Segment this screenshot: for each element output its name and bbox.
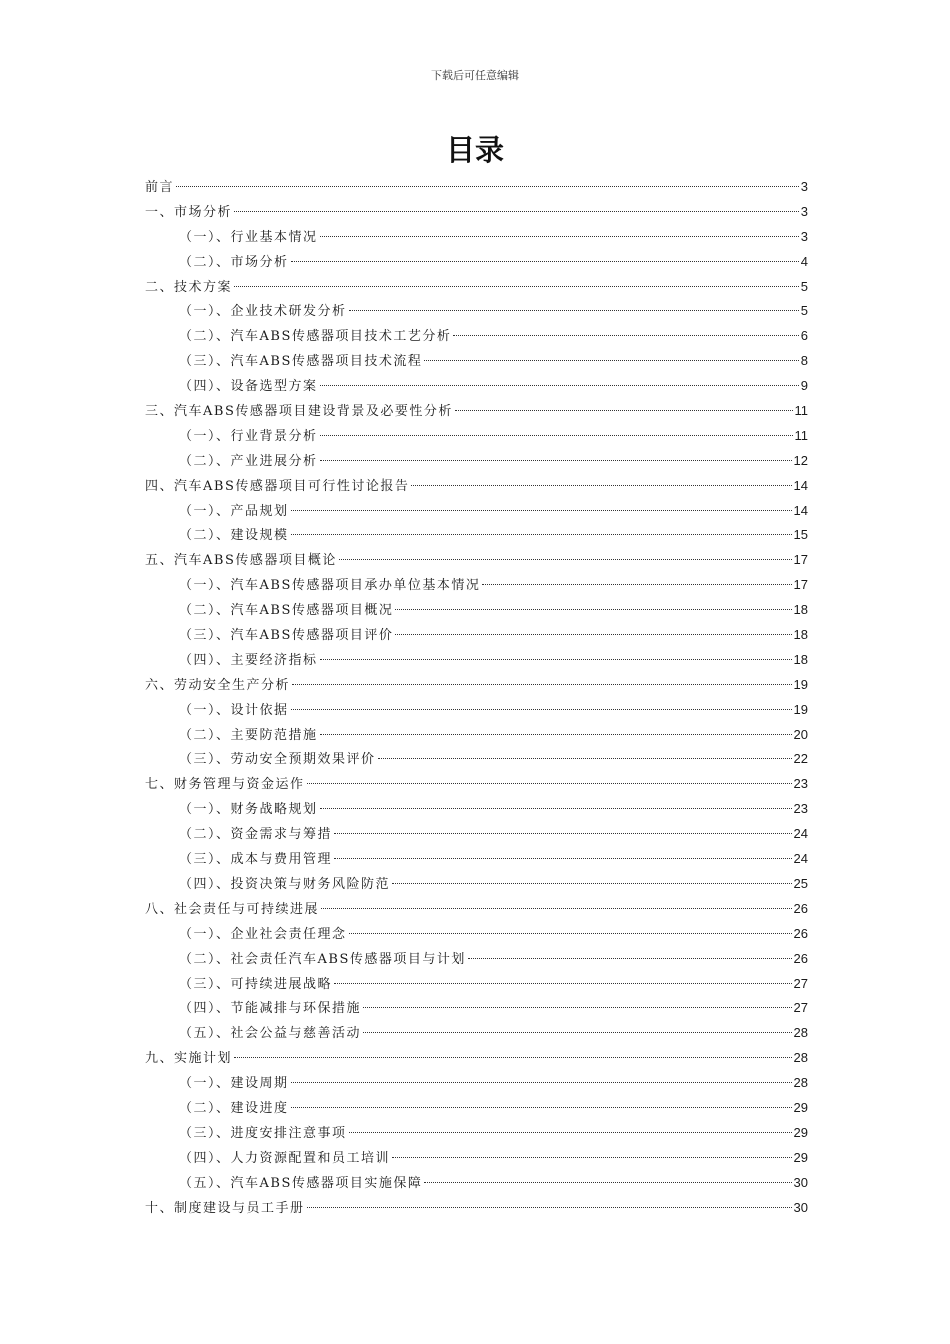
toc-entry[interactable] [145, 747, 808, 772]
toc-entry-label: （二）、建设进度 [179, 1100, 289, 1116]
toc-entry-label: （五）、社会公益与慈善活动 [179, 1026, 362, 1042]
dot-leader [468, 958, 792, 959]
toc-entry-page-number: 30 [793, 1174, 808, 1190]
dot-leader [320, 236, 799, 237]
dot-leader [392, 883, 792, 884]
toc-entry-page-number: 8 [800, 353, 808, 369]
toc-entry-page-number: 17 [793, 577, 808, 593]
toc-entry-page-number: 15 [793, 527, 808, 543]
toc-entry-page-number: 12 [793, 452, 808, 468]
table-of-contents [145, 175, 808, 1220]
toc-entry-label: （二）、产业进展分析 [179, 453, 318, 469]
toc-entry-label: （二）、社会责任汽车ABS传感器项目与计划 [179, 951, 466, 967]
toc-entry-label: （三）、汽车ABS传感器项目评价 [179, 628, 394, 644]
dot-leader [453, 335, 798, 336]
toc-entry-page-number: 19 [793, 701, 808, 717]
toc-entry-page-number: 19 [793, 676, 808, 692]
toc-entry-page-number: 23 [793, 801, 808, 817]
toc-entry[interactable] [145, 523, 808, 548]
dot-leader [320, 435, 793, 436]
download-note: 下载后可任意编辑 [431, 69, 519, 82]
dot-leader [363, 1007, 792, 1008]
toc-entry[interactable] [145, 947, 808, 972]
toc-entry[interactable] [145, 1171, 808, 1196]
toc-entry[interactable] [145, 250, 808, 275]
toc-entry-label: （一）、企业社会责任理念 [179, 926, 347, 942]
toc-entry-label: 五、汽车ABS传感器项目概论 [145, 553, 337, 569]
toc-entry-label: （一）、建设周期 [179, 1076, 289, 1092]
toc-entry-label: （二）、主要防范措施 [179, 727, 318, 743]
toc-entry[interactable] [145, 374, 808, 399]
dot-leader [339, 559, 792, 560]
dot-leader [307, 783, 792, 784]
toc-entry[interactable] [145, 1021, 808, 1046]
toc-entry-label: （一）、设计依据 [179, 702, 289, 718]
toc-entry-label: （四）、设备选型方案 [179, 379, 318, 395]
toc-entry-page-number: 5 [800, 303, 808, 319]
toc-entry-label: （一）、财务战略规划 [179, 802, 318, 818]
toc-entry[interactable] [145, 299, 808, 324]
toc-entry-page-number: 4 [800, 253, 808, 269]
dot-leader [291, 510, 792, 511]
toc-entry-page-number: 25 [793, 875, 808, 891]
toc-entry-label: 前言 [145, 180, 175, 195]
toc-entry-page-number: 3 [800, 203, 808, 219]
toc-entry-label: 六、劳动安全生产分析 [145, 677, 291, 693]
toc-entry-page-number: 27 [793, 1000, 808, 1016]
toc-entry-label: （三）、成本与费用管理 [179, 852, 333, 868]
toc-entry-label: （三）、进度安排注意事项 [179, 1125, 347, 1141]
toc-entry-page-number: 26 [793, 925, 808, 941]
toc-entry-label: 七、财务管理与资金运作 [145, 777, 305, 793]
toc-entry[interactable] [145, 822, 808, 847]
toc-entry[interactable] [145, 225, 808, 250]
toc-entry[interactable] [145, 698, 808, 723]
toc-entry[interactable] [145, 349, 808, 374]
toc-entry-label: （四）、投资决策与财务风险防范 [179, 876, 391, 892]
dot-leader [395, 609, 791, 610]
dot-leader [291, 1082, 792, 1083]
toc-entry-label: 四、汽车ABS传感器项目可行性讨论报告 [145, 478, 410, 494]
toc-entry-page-number: 23 [793, 776, 808, 792]
toc-entry[interactable] [145, 1046, 808, 1071]
toc-entry-page-number: 5 [800, 278, 808, 294]
dot-leader [291, 534, 792, 535]
toc-entry-page-number: 29 [793, 1124, 808, 1140]
dot-leader [291, 709, 792, 710]
toc-entry-label: （二）、汽车ABS传感器项目概况 [179, 603, 394, 619]
toc-entry-label: 二、技术方案 [145, 279, 233, 295]
dot-leader [291, 1107, 792, 1108]
toc-entry-page-number: 28 [793, 1050, 808, 1066]
toc-entry[interactable] [145, 648, 808, 673]
toc-entry-page-number: 30 [793, 1199, 808, 1215]
toc-entry[interactable] [145, 275, 808, 300]
dot-leader [455, 410, 793, 411]
toc-entry-page-number: 18 [793, 651, 808, 667]
toc-entry-label: （一）、行业背景分析 [179, 428, 318, 444]
dot-leader [334, 833, 792, 834]
toc-entry[interactable] [145, 1121, 808, 1146]
dot-leader [291, 261, 799, 262]
toc-entry-label: 三、汽车ABS传感器项目建设背景及必要性分析 [145, 404, 453, 420]
toc-entry[interactable] [145, 897, 808, 922]
dot-leader [349, 1132, 792, 1133]
toc-entry-page-number: 9 [800, 378, 808, 394]
toc-entry-label: （五）、汽车ABS传感器项目实施保障 [179, 1175, 423, 1191]
toc-entry[interactable] [145, 573, 808, 598]
toc-entry[interactable] [145, 1146, 808, 1171]
toc-entry-label: （四）、节能减排与环保措施 [179, 1001, 362, 1017]
toc-entry[interactable] [145, 449, 808, 474]
toc-entry[interactable] [145, 1196, 808, 1221]
toc-entry-label: （一）、产品规划 [179, 503, 289, 519]
toc-entry-page-number: 3 [800, 228, 808, 244]
dot-leader [411, 485, 791, 486]
toc-title: 目录 [445, 133, 504, 167]
toc-entry[interactable] [145, 474, 808, 499]
dot-leader [320, 659, 792, 660]
dot-leader [334, 858, 792, 859]
toc-entry-page-number: 26 [793, 950, 808, 966]
toc-entry-label: （一）、企业技术研发分析 [179, 304, 347, 320]
toc-entry[interactable] [145, 922, 808, 947]
dot-leader [363, 1032, 792, 1033]
toc-entry-label: 十、制度建设与员工手册 [145, 1200, 305, 1216]
dot-leader [392, 1157, 792, 1158]
toc-entry[interactable] [145, 1096, 808, 1121]
toc-entry-page-number: 11 [794, 427, 808, 443]
toc-entry-page-number: 6 [800, 328, 808, 344]
toc-entry-page-number: 24 [793, 826, 808, 842]
toc-entry[interactable] [145, 175, 808, 200]
dot-leader [234, 1057, 792, 1058]
dot-leader [349, 933, 792, 934]
toc-entry[interactable] [145, 996, 808, 1021]
toc-entry[interactable] [145, 1071, 808, 1096]
toc-entry-label: （一）、汽车ABS传感器项目承办单位基本情况 [179, 578, 481, 594]
dot-leader [424, 360, 798, 361]
toc-entry-label: （三）、劳动安全预期效果评价 [179, 752, 376, 768]
toc-entry-page-number: 18 [793, 627, 808, 643]
toc-entry-page-number: 14 [793, 502, 808, 518]
toc-entry[interactable] [145, 673, 808, 698]
dot-leader [320, 808, 792, 809]
toc-entry-label: 一、市场分析 [145, 204, 233, 220]
toc-entry-page-number: 27 [793, 975, 808, 991]
dot-leader [334, 983, 792, 984]
dot-leader [307, 1207, 792, 1208]
toc-entry-page-number: 24 [793, 851, 808, 867]
toc-entry-label: （二）、汽车ABS传感器项目技术工艺分析 [179, 329, 452, 345]
dot-leader [378, 758, 792, 759]
toc-entry-label: 八、社会责任与可持续进展 [145, 901, 320, 917]
toc-entry-page-number: 26 [793, 900, 808, 916]
toc-entry-page-number: 28 [793, 1025, 808, 1041]
toc-entry-page-number: 14 [793, 477, 808, 493]
toc-entry[interactable] [145, 598, 808, 623]
toc-entry-page-number: 17 [793, 552, 808, 568]
toc-entry-label: 九、实施计划 [145, 1051, 233, 1067]
toc-entry[interactable] [145, 872, 808, 897]
toc-entry[interactable] [145, 972, 808, 997]
toc-entry[interactable] [145, 548, 808, 573]
toc-entry-label: （三）、汽车ABS传感器项目技术流程 [179, 354, 423, 370]
dot-leader [320, 385, 799, 386]
toc-entry[interactable] [145, 723, 808, 748]
toc-entry-page-number: 29 [793, 1149, 808, 1165]
toc-entry-label: （二）、建设规模 [179, 528, 289, 544]
toc-entry-page-number: 11 [794, 403, 808, 419]
dot-leader [395, 634, 791, 635]
toc-entry[interactable] [145, 424, 808, 449]
toc-entry-label: （二）、资金需求与筹措 [179, 827, 333, 843]
toc-entry-label: （二）、市场分析 [179, 254, 289, 270]
dot-leader [176, 186, 799, 187]
toc-entry[interactable] [145, 324, 808, 349]
dot-leader [349, 310, 799, 311]
toc-entry[interactable] [145, 200, 808, 225]
toc-entry-label: （三）、可持续进展战略 [179, 976, 333, 992]
toc-entry[interactable] [145, 797, 808, 822]
toc-entry-label: （四）、主要经济指标 [179, 652, 318, 668]
toc-entry[interactable] [145, 399, 808, 424]
toc-entry[interactable] [145, 623, 808, 648]
toc-entry-page-number: 28 [793, 1075, 808, 1091]
toc-entry-page-number: 18 [793, 602, 808, 618]
dot-leader [424, 1182, 791, 1183]
toc-entry[interactable] [145, 499, 808, 524]
dot-leader [234, 286, 799, 287]
dot-leader [320, 734, 792, 735]
toc-entry[interactable] [145, 847, 808, 872]
toc-entry-page-number: 20 [793, 726, 808, 742]
dot-leader [320, 460, 792, 461]
toc-entry-page-number: 3 [800, 179, 808, 194]
dot-leader [234, 211, 799, 212]
toc-entry[interactable] [145, 772, 808, 797]
toc-entry-page-number: 22 [793, 751, 808, 767]
dot-leader [292, 684, 792, 685]
toc-entry-page-number: 29 [793, 1099, 808, 1115]
dot-leader [482, 584, 791, 585]
toc-entry-label: （一）、行业基本情况 [179, 229, 318, 245]
dot-leader [321, 908, 792, 909]
toc-entry-label: （四）、人力资源配置和员工培训 [179, 1150, 391, 1166]
